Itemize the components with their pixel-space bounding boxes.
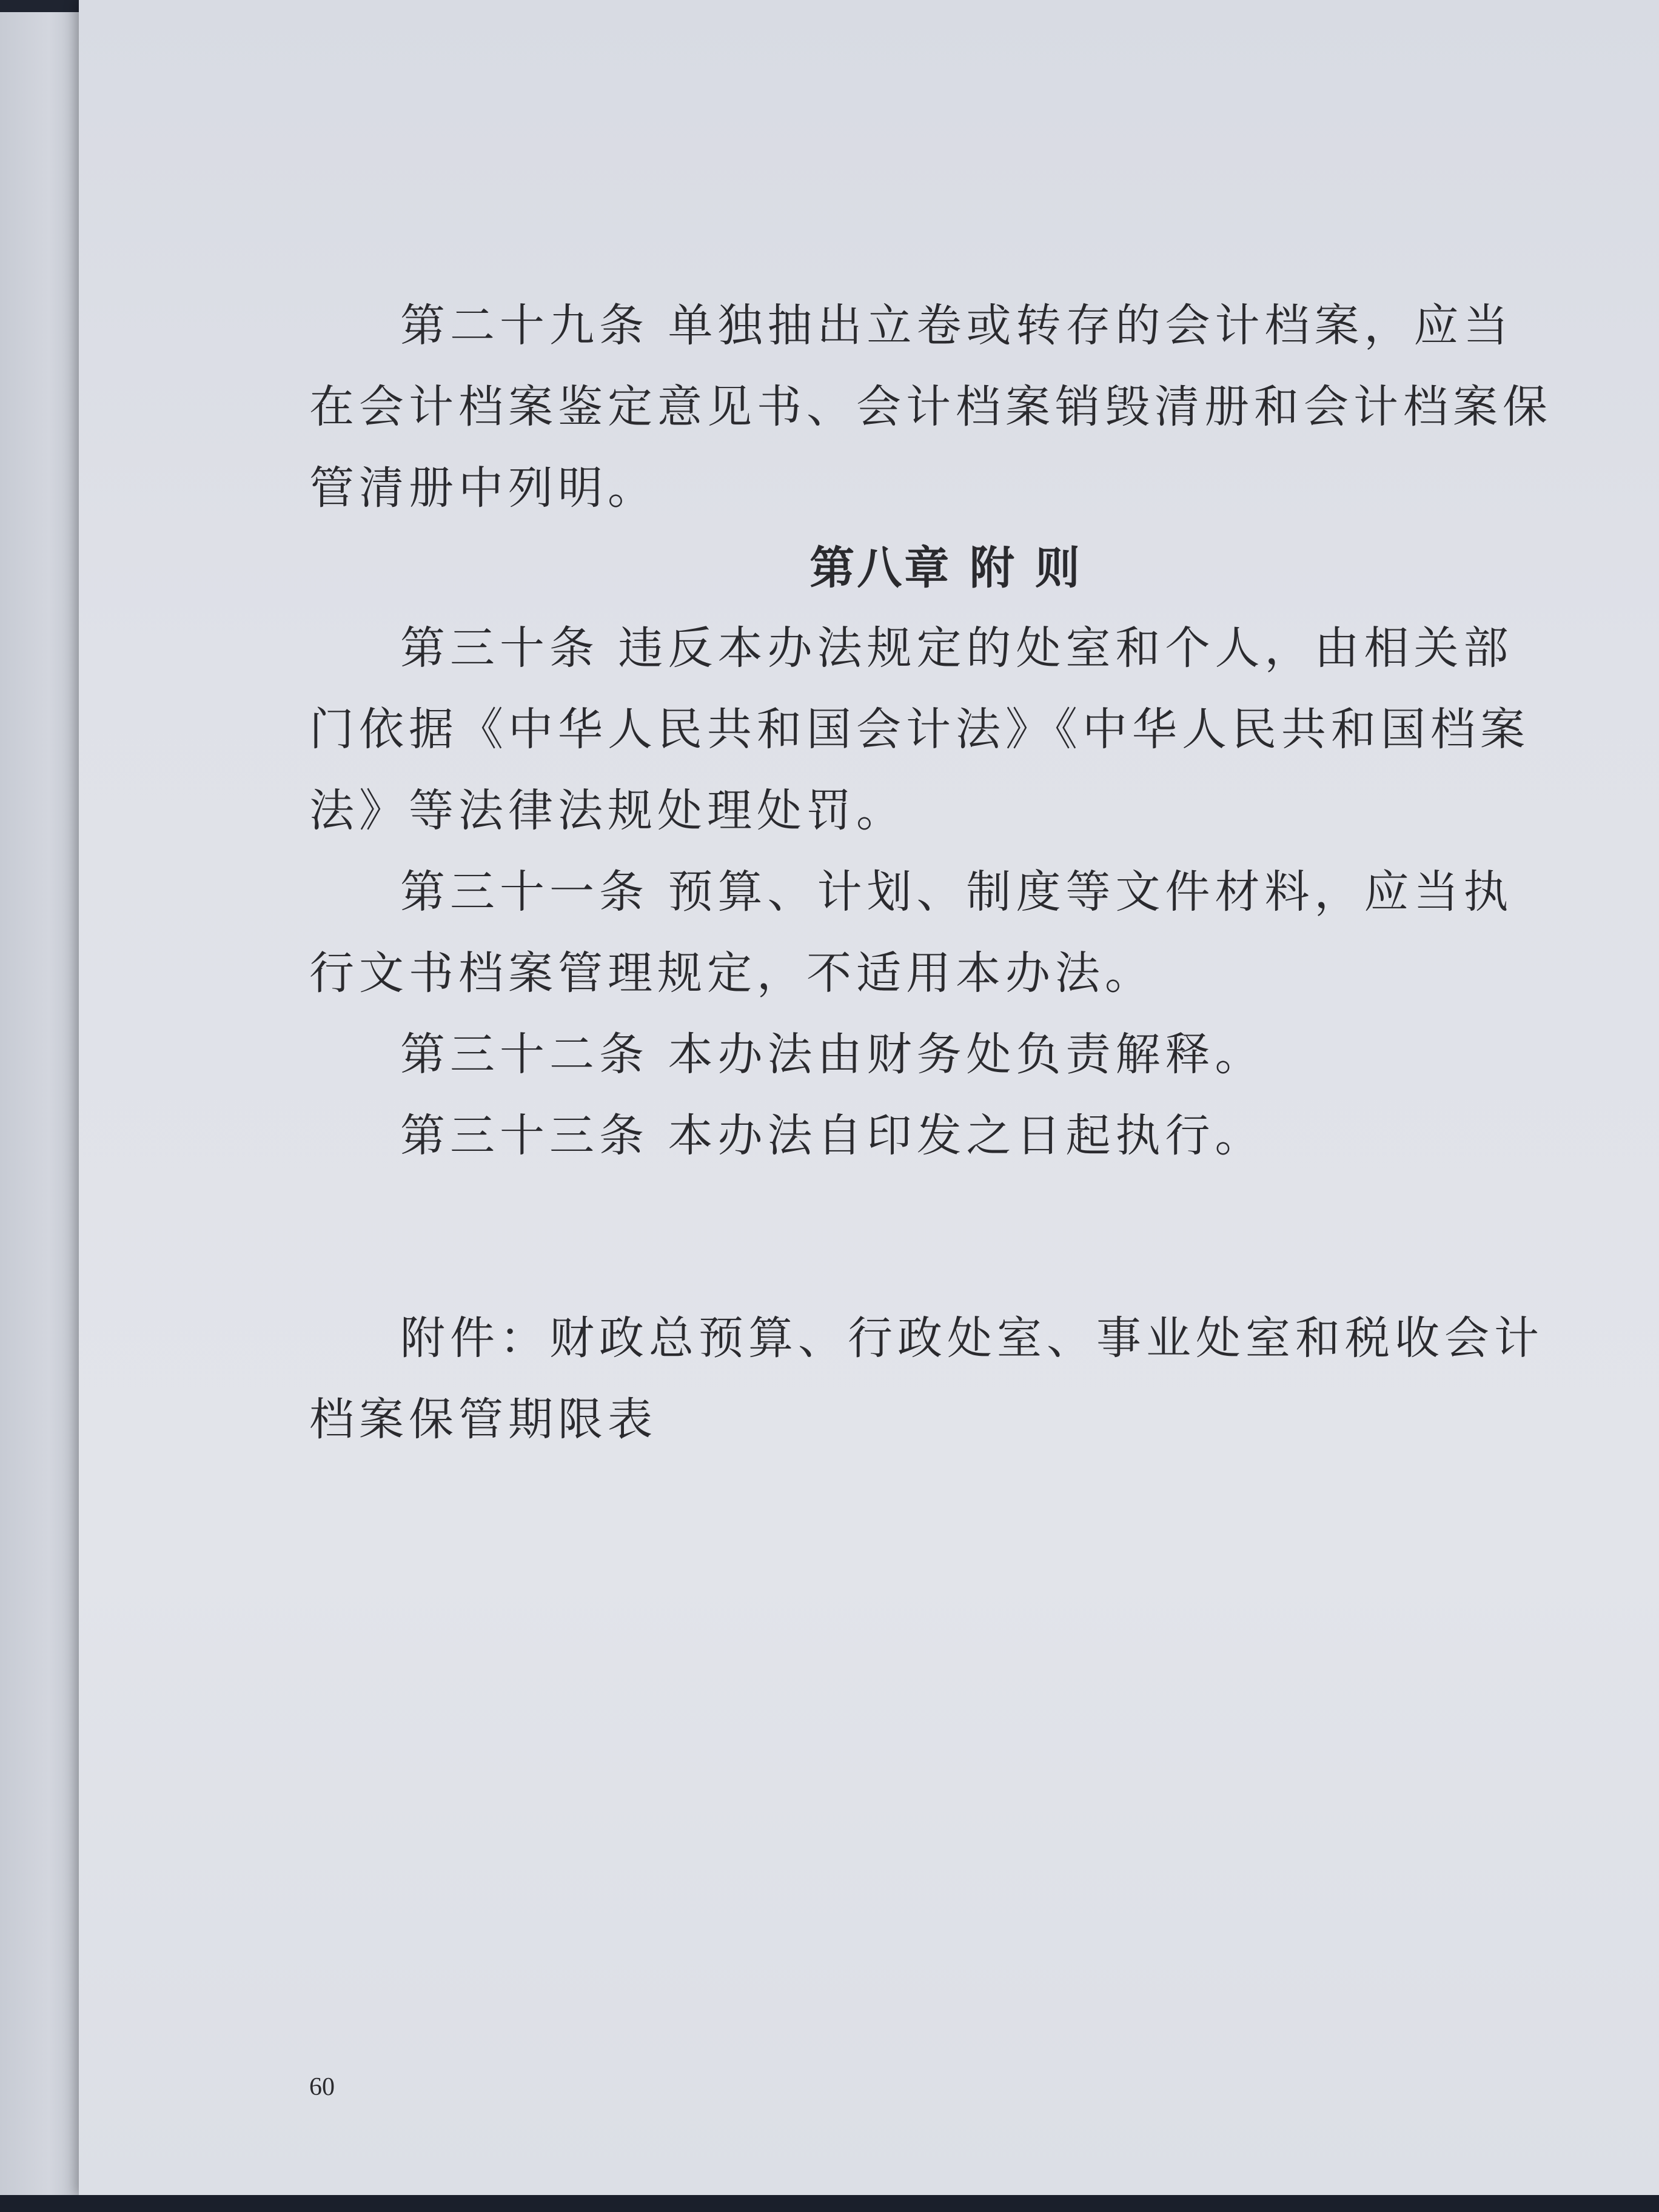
article-32: 第三十二条 本办法由财务处负责解释。 — [400, 1028, 1265, 1081]
page-body — [309, 285, 1558, 1460]
attachment-note: 附件：财政总预算、行政处室、事业处室和税收会计档案保管期限表 — [309, 1312, 1544, 1446]
previous-page-edge — [0, 12, 82, 2195]
article-31: 第三十一条 预算、计划、制度等文件材料，应当执行文书档案管理规定，不适用本办法。 — [309, 866, 1513, 999]
article-29: 第二十九条 单独抽出立卷或转存的会计档案，应当在会计档案鉴定意见书、会计档案销毁清册和会计档案保管清册中列明。 — [309, 300, 1552, 514]
page-number: 60 — [309, 2073, 335, 2101]
article-33: 第三十三条 本办法自印发之日起执行。 — [400, 1110, 1265, 1162]
chapter-title: 第八章 附 则 — [809, 542, 1082, 594]
article-30: 第三十条 违反本办法规定的处室和个人，由相关部门依据《中华人民共和国会计法》《中华人民共和国档案法》等法律法规处理处罚。 — [309, 622, 1530, 837]
background-edge — [0, 2195, 1659, 2212]
document-page — [79, 0, 1659, 2195]
spacer — [309, 1176, 1558, 1298]
